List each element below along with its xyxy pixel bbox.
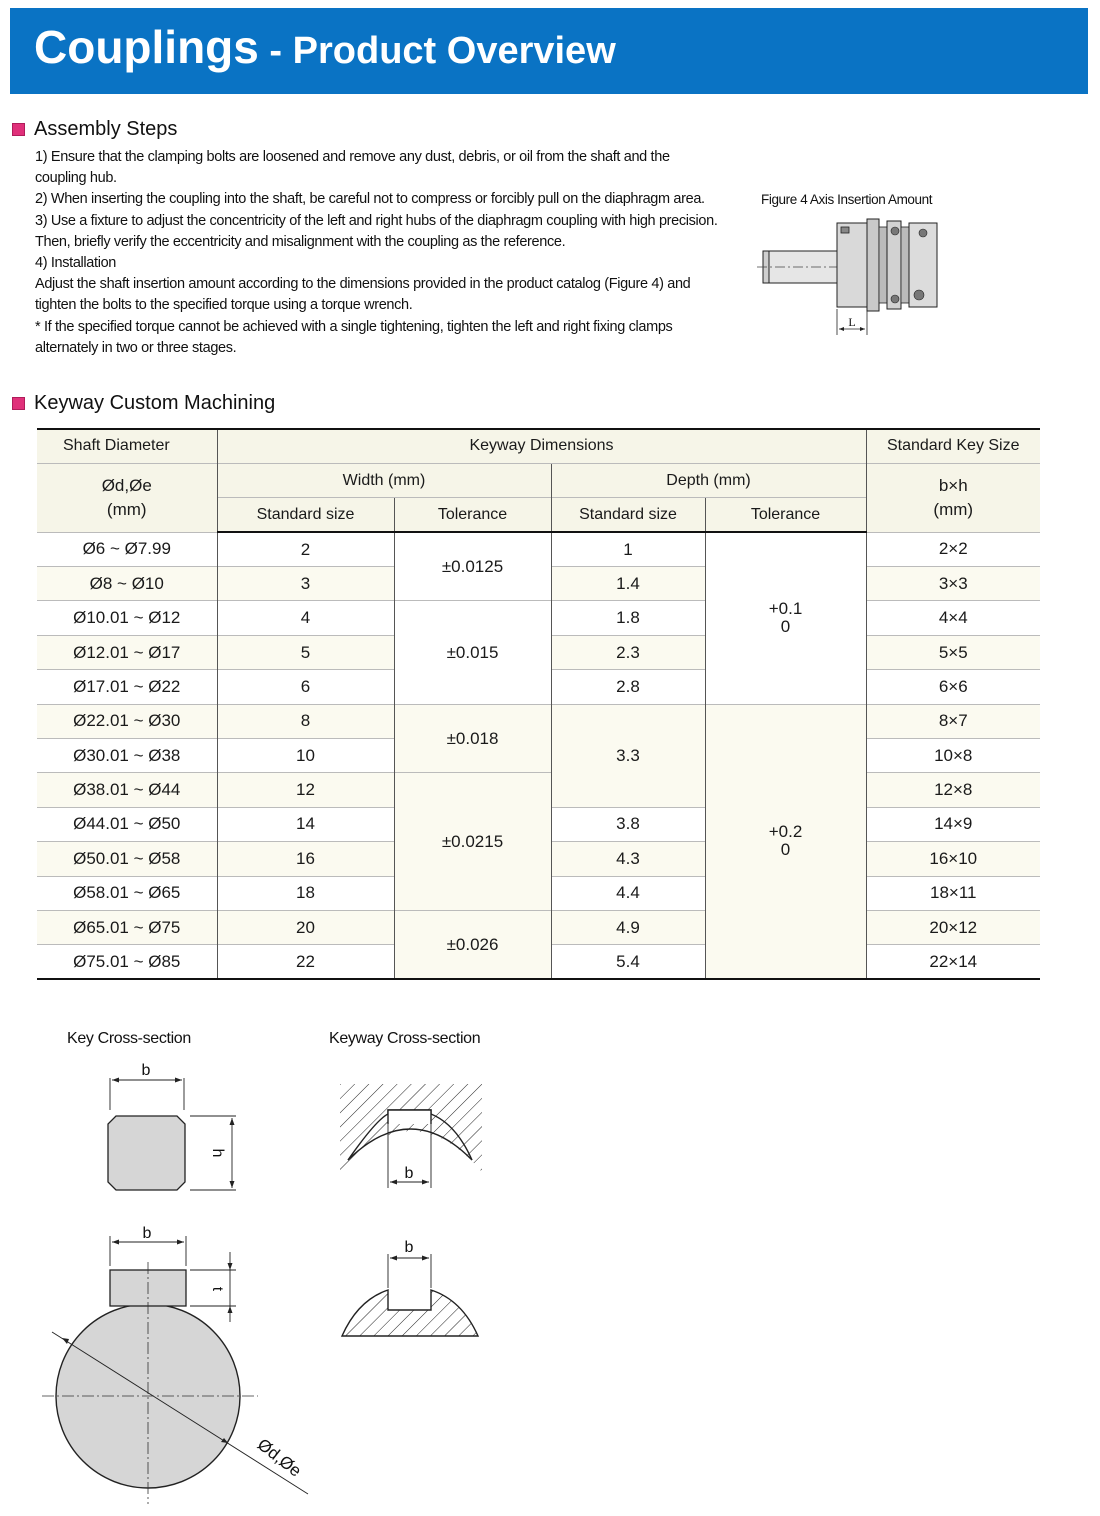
cell-width: 2 — [217, 532, 394, 566]
dim-h: h — [209, 1148, 226, 1158]
header-depth-tolerance: Tolerance — [705, 498, 866, 532]
cell-key: 5×5 — [866, 635, 1040, 669]
header-width: Width (mm) — [217, 463, 551, 497]
assembly-heading — [12, 118, 177, 141]
cell-depth: 2.8 — [551, 670, 705, 704]
dim-diameter: Ød,Øe — [253, 1434, 305, 1481]
cell-key: 12×8 — [866, 773, 1040, 807]
cell-depth: 5.4 — [551, 945, 705, 979]
cell-width: 4 — [217, 601, 394, 635]
cell-width: 12 — [217, 773, 394, 807]
cell-key: 20×12 — [866, 910, 1040, 944]
cell-key: 6×6 — [866, 670, 1040, 704]
page-header — [10, 8, 1088, 94]
step-line: Adjust the shaft insertion amount according to the dimensions provided in the product catalog (Figure 4) and — [35, 276, 691, 293]
title-sub: Product Overview — [292, 30, 616, 72]
cell-depth: 3.8 — [551, 807, 705, 841]
assembly-heading-text: Assembly Steps — [34, 118, 178, 140]
cell-key: 18×11 — [866, 876, 1040, 910]
cell-shaft: Ø75.01 ~ Ø85 — [37, 945, 217, 979]
cell-shaft: Ø50.01 ~ Ø58 — [37, 842, 217, 876]
step-line: tighten the bolts to the specified torque using a torque wrench. — [35, 297, 413, 314]
step-line: coupling hub. — [35, 170, 117, 187]
table-header-row — [37, 429, 1040, 463]
cell-depth: 2.3 — [551, 635, 705, 669]
cell-width: 14 — [217, 807, 394, 841]
table-row — [37, 601, 1040, 635]
keyway-table — [37, 428, 1040, 980]
header-shaft-symbol — [37, 463, 217, 532]
cell-depth: 1 — [551, 532, 705, 566]
cell-depth: 4.3 — [551, 842, 705, 876]
cell-depth: 4.4 — [551, 876, 705, 910]
key-cross-section-drawing — [90, 1058, 250, 1198]
keyway-heading-text: Keyway Custom Machining — [34, 392, 276, 414]
cell-shaft: Ø58.01 ~ Ø65 — [37, 876, 217, 910]
dim-label-L: L — [848, 315, 856, 329]
table-row — [37, 910, 1040, 944]
cell-width: 18 — [217, 876, 394, 910]
cell-key: 8×7 — [866, 704, 1040, 738]
cell-key: 16×10 — [866, 842, 1040, 876]
header-width-tolerance: Tolerance — [394, 498, 551, 532]
shaft-unit: (mm) — [106, 499, 147, 519]
cell-key: 14×9 — [866, 807, 1040, 841]
cell-shaft: Ø6 ~ Ø7.99 — [37, 532, 217, 566]
keyway-heading — [12, 392, 275, 415]
assembly-steps-text — [35, 147, 735, 359]
cell-shaft: Ø30.01 ~ Ø38 — [37, 739, 217, 773]
step-line: 3) Use a fixture to adjust the concentricity of the left and right hubs of the diaphragm coupling with high precision. — [35, 212, 718, 229]
step-line: alternately in two or three stages. — [35, 339, 237, 356]
cell-width-tolerance: ±0.0215 — [394, 773, 551, 911]
dim-b: b — [404, 1239, 414, 1256]
depth-tol-lower: 0 — [780, 839, 791, 859]
header-keyway-dimensions: Keyway Dimensions — [217, 429, 866, 463]
bullet-square-icon — [12, 123, 25, 136]
header-key-symbol — [866, 463, 1040, 532]
header-depth-standard: Standard size — [551, 498, 705, 532]
title-dash: - — [258, 30, 293, 72]
cell-shaft: Ø17.01 ~ Ø22 — [37, 670, 217, 704]
header-shaft-diameter: Shaft Diameter — [37, 429, 217, 463]
key-symbol: b×h — [938, 475, 968, 495]
shaft-symbol: Ød,Øe — [101, 475, 152, 495]
table-header-row — [37, 463, 1040, 497]
cell-shaft: Ø10.01 ~ Ø12 — [37, 601, 217, 635]
step-line: Then, briefly verify the eccentricity and misalignment with the coupling as the reference. — [35, 233, 566, 250]
cell-width-tolerance: ±0.026 — [394, 910, 551, 979]
cell-width: 10 — [217, 739, 394, 773]
step-line: 1) Ensure that the clamping bolts are loosened and remove any dust, debris, or oil from the shaft and the — [35, 149, 670, 165]
table-row — [37, 532, 1040, 566]
title-main: Couplings — [34, 21, 259, 73]
cell-width: 6 — [217, 670, 394, 704]
cell-width: 16 — [217, 842, 394, 876]
keyway-hub-drawing — [336, 1060, 486, 1190]
coupling-insertion-figure — [755, 213, 955, 343]
cell-width-tolerance: ±0.0125 — [394, 532, 551, 601]
depth-tol-lower: 0 — [780, 616, 791, 636]
key-unit: (mm) — [933, 499, 974, 519]
header-standard-key-size: Standard Key Size — [866, 429, 1040, 463]
keyway-cross-section-label: Keyway Cross-section — [329, 1030, 481, 1047]
keyway-shaft-drawing — [336, 1232, 486, 1342]
cell-shaft: Ø8 ~ Ø10 — [37, 567, 217, 601]
bullet-square-icon — [12, 397, 25, 410]
cell-width: 5 — [217, 635, 394, 669]
cell-width-tolerance: ±0.015 — [394, 601, 551, 704]
cell-shaft: Ø22.01 ~ Ø30 — [37, 704, 217, 738]
step-line: 2) When inserting the coupling into the shaft, be careful not to compress or forcibly pull on the diaphragm area. — [35, 191, 705, 208]
depth-tol-upper: +0.1 — [768, 598, 803, 618]
cell-key: 4×4 — [866, 601, 1040, 635]
cell-key: 3×3 — [866, 567, 1040, 601]
dim-b: b — [142, 1225, 152, 1242]
dim-t: t — [209, 1286, 226, 1292]
step-line: 4) Installation — [35, 255, 116, 272]
cell-width: 8 — [217, 704, 394, 738]
dim-b: b — [141, 1062, 151, 1079]
step-line: * If the specified torque cannot be achieved with a single tightening, tighten the left and right fixing clamps — [35, 318, 673, 335]
shaft-key-drawing — [38, 1222, 328, 1512]
cell-key: 2×2 — [866, 532, 1040, 566]
cell-depth: 1.4 — [551, 567, 705, 601]
figure4-caption: Figure 4 Axis Insertion Amount — [761, 192, 933, 207]
key-cross-section-label: Key Cross-section — [67, 1030, 191, 1047]
cell-width: 22 — [217, 945, 394, 979]
cell-shaft: Ø12.01 ~ Ø17 — [37, 635, 217, 669]
cell-depth: 3.3 — [551, 704, 705, 807]
dim-b: b — [404, 1165, 414, 1182]
cell-shaft: Ø38.01 ~ Ø44 — [37, 773, 217, 807]
cell-depth: 1.8 — [551, 601, 705, 635]
depth-tol-upper: +0.2 — [768, 821, 803, 841]
cell-width: 20 — [217, 910, 394, 944]
table-row — [37, 704, 1040, 738]
cell-shaft: Ø65.01 ~ Ø75 — [37, 910, 217, 944]
cell-key: 22×14 — [866, 945, 1040, 979]
table-row — [37, 773, 1040, 807]
cell-shaft: Ø44.01 ~ Ø50 — [37, 807, 217, 841]
cell-width: 3 — [217, 567, 394, 601]
cell-depth-tolerance — [705, 532, 866, 704]
cell-width-tolerance: ±0.018 — [394, 704, 551, 773]
header-depth: Depth (mm) — [551, 463, 866, 497]
cell-depth-tolerance — [705, 704, 866, 979]
cell-key: 10×8 — [866, 739, 1040, 773]
cell-depth: 4.9 — [551, 910, 705, 944]
header-width-standard: Standard size — [217, 498, 394, 532]
page-title — [34, 20, 616, 74]
